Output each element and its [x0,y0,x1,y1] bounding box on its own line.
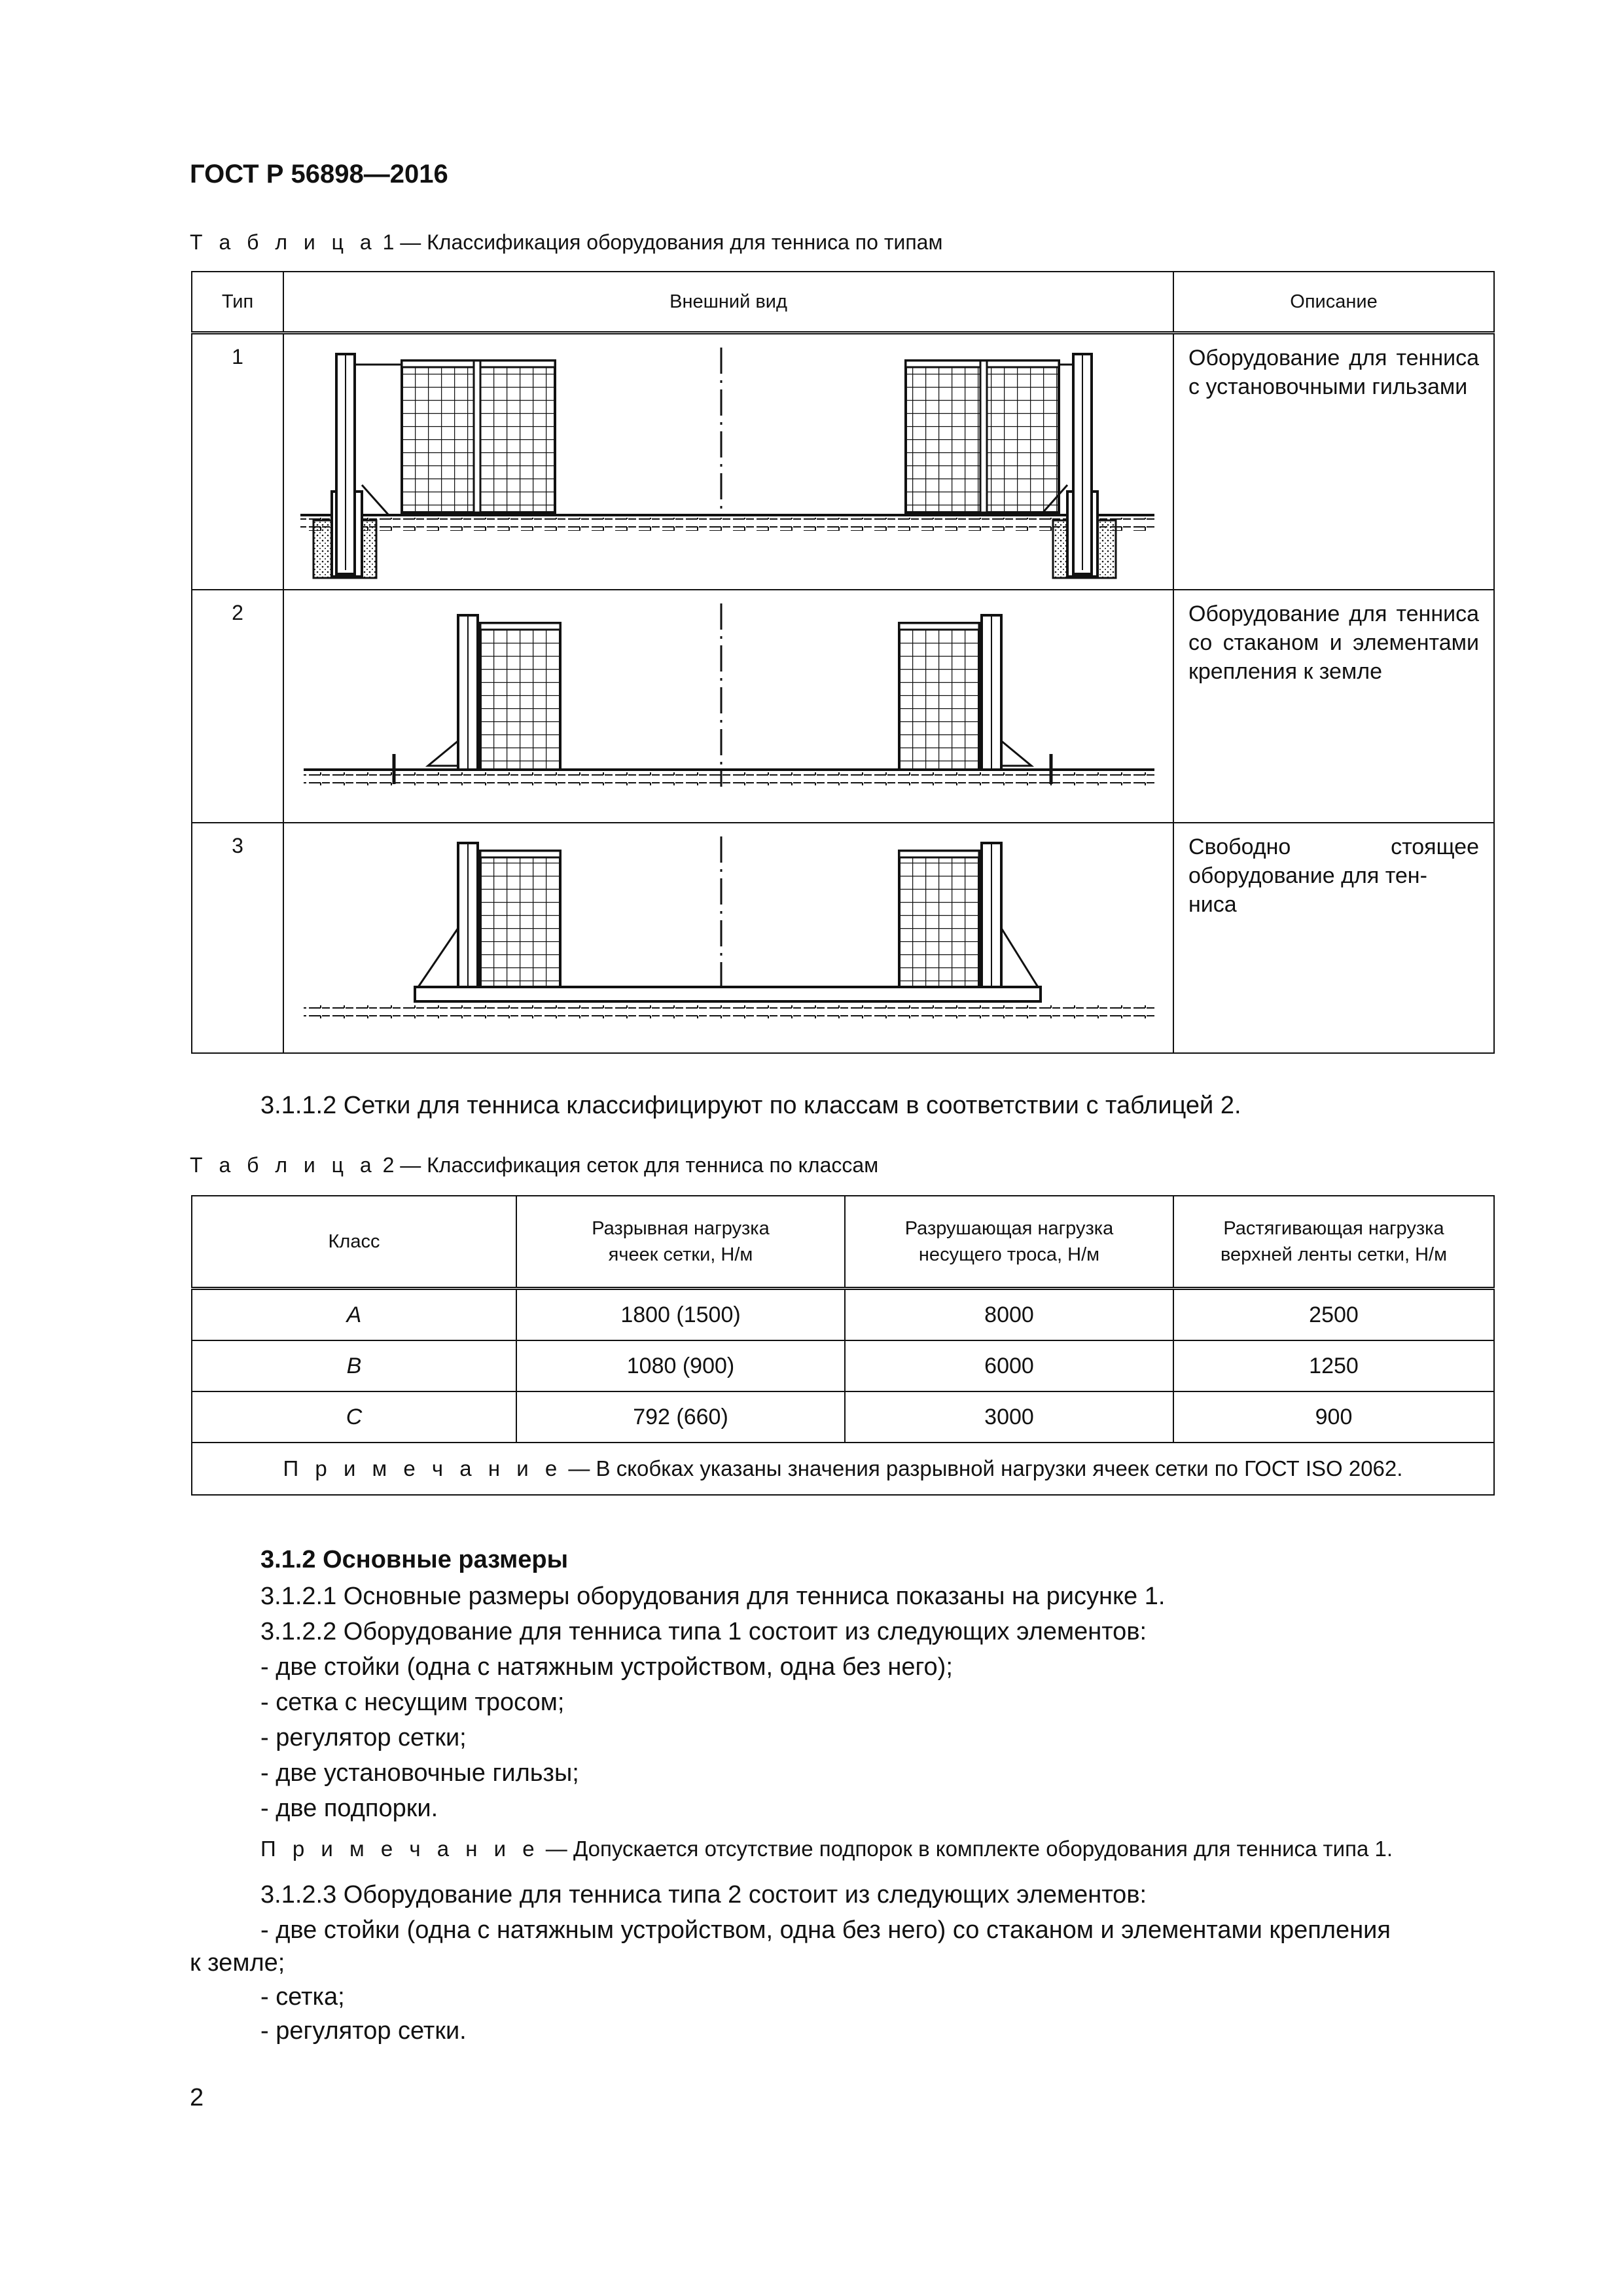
table2-cell: C [192,1391,516,1443]
type1-equipment-drawing [284,334,1171,588]
table2-header-mesh-load: Разрывная нагрузка ячеек сетки, Н/м [516,1196,845,1289]
list-item: - сетка с несущим тросом; [260,1689,565,1716]
paragraph-3-1-2-2: 3.1.2.2 Оборудование для тенниса типа 1 состоит из следующих элементов: [260,1618,1147,1645]
list-item: - регулятор сетки. [260,2017,467,2045]
table2-cell: 900 [1173,1391,1494,1443]
table2-cell: 2500 [1173,1289,1494,1341]
table2-cell: 1080 (900) [516,1340,845,1391]
table1-header-type: Тип [192,272,283,333]
table1-row2-type: 2 [192,590,283,823]
table1-header-desc: Описание [1173,272,1494,333]
list-item: - две стойки (одна с натяжным устройством, одна без него); [260,1653,953,1681]
paragraph-3-1-2-1: 3.1.2.1 Основные размеры оборудования для тенниса показаны на рисунке 1. [260,1583,1166,1610]
paragraph-3-1-2-3: 3.1.2.3 Оборудование для тенниса типа 2 состоит из следующих элементов: [260,1881,1147,1909]
table2-cell: 8000 [845,1289,1173,1341]
paragraph-3-1-1-2: 3.1.1.2 Сетки для тенниса классифицируют по классам в соответствии с таблицей 2. [260,1092,1241,1119]
list-item: - две установочные гильзы; [260,1759,579,1787]
table2-cell: 1800 (1500) [516,1289,845,1341]
table2-cell: A [192,1289,516,1341]
list-item: - две стойки (одна с натяжным устройством, одна без него) со стаканом и элементами крепления [260,1916,1391,1944]
table1-caption-prefix: Т а б л и ц а [190,230,377,254]
table2-caption-prefix: Т а б л и ц а [190,1153,377,1177]
table1-row3-figure [283,823,1173,1053]
table2-cell: 3000 [845,1391,1173,1443]
table2-header-tape-load: Растягивающая нагрузка верхней ленты сетки, Н/м [1173,1196,1494,1289]
table2-caption [190,1153,878,1177]
table2-note-prefix: П р и м е ч а н и е [283,1456,563,1480]
table2-header-class: Класс [192,1196,516,1289]
section-note [260,1837,1393,1861]
table1-row1-desc: Оборудование для тенниса с установочными гильзами [1173,333,1494,590]
table1-row3-type: 3 [192,823,283,1053]
type3-equipment-drawing [284,823,1171,1051]
table2-cell: 792 (660) [516,1391,845,1443]
table1-row3-desc: Свободно стоящее оборудование для тен- ниса [1173,823,1494,1053]
list-item: - две подпорки. [260,1795,438,1822]
table1-caption [190,230,942,255]
section-note-prefix: П р и м е ч а н и е [260,1837,540,1861]
table2-cell: 1250 [1173,1340,1494,1391]
table2-cell: 6000 [845,1340,1173,1391]
table1 [191,271,1495,1054]
list-item: - регулятор сетки; [260,1724,467,1751]
section-note-text: — Допускается отсутствие подпорок в комплекте оборудования для тенниса типа 1. [539,1837,1393,1861]
table1-header-view: Внешний вид [283,272,1173,333]
document-header: ГОСТ Р 56898—2016 [190,160,448,188]
table1-caption-text: 1 — Классификация оборудования для тенниса по типам [382,230,943,254]
table2-caption-text: 2 — Классификация сеток для тенниса по классам [382,1153,879,1177]
table2-note [192,1443,1494,1495]
table1-row1-type: 1 [192,333,283,590]
table2-note-text: — В скобках указаны значения разрывной нагрузки ячеек сетки по ГОСТ ISO 2062. [562,1456,1403,1480]
list-item-continuation: к земле; [190,1949,285,1977]
table2-cell: B [192,1340,516,1391]
table2-header-cable-load: Разрушающая нагрузка несущего троса, Н/м [845,1196,1173,1289]
table1-row2-desc: Оборудование для тенниса со стаканом и элементами крепления к земле [1173,590,1494,823]
table1-row1-figure [283,333,1173,590]
table1-row2-figure [283,590,1173,823]
list-item: - сетка; [260,1983,345,2011]
type2-equipment-drawing [284,590,1171,821]
table2 [191,1195,1495,1496]
page-number: 2 [190,2084,204,2111]
section-heading: 3.1.2 Основные размеры [260,1546,569,1573]
